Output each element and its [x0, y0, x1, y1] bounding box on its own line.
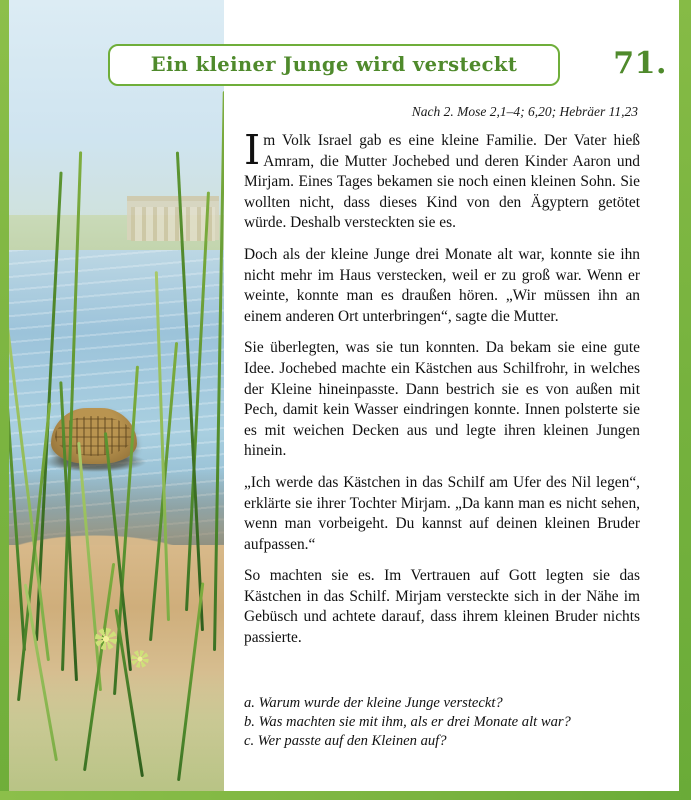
question-item: a. Warum wurde der kleine Junge versteckt? [244, 695, 503, 711]
papyrus-flower [131, 650, 149, 668]
paragraph: „Ich werde das Kästchen in das Schilf am Ufer des Nil legen“, erklärte sie ihrer Tochter Mirjam. „Da kann man es nicht sehen, wenn man vorbeigeht. Du kannst auf deinen kleinen Bruder aufpassen.“ [244, 473, 640, 553]
page-border-bottom [0, 791, 691, 800]
scripture-reference: Nach 2. Mose 2,1–4; 6,20; Hebräer 11,23 [411, 104, 638, 119]
question-item: b. Was machten sie mit ihm, als er drei Monate alt war? [244, 714, 571, 730]
drop-cap: I [244, 126, 261, 174]
paragraph: Doch als der kleine Junge drei Monate alt war, konnte sie ihn nicht mehr im Haus verstecken, weil er zu groß war. Wenn er weinte, konnte man es draußen hören. „Wir müssen ihn an einem anderen Ort unterbringen“, sagte die Mutter. [244, 245, 640, 325]
paragraph-text: m Volk Israel gab es eine kleine Familie. Der Vater hieß Amram, die Mutter Jochebed und deren Kinder Aaron und Mirjam. Eines Tages bekamen sie noch einen kleinen Sohn. Sie wollten nicht, dass dieses Kind von den Ägyptern getötet würde. Deshalb versteckten sie es. [244, 132, 640, 232]
page-border-right [679, 0, 691, 800]
paragraph: So machten sie es. Im Vertrauen auf Gott legten sie das Kästchen in das Schilf. Mirjam versteckte sich in der Nähe im Gebüsch und achtete darauf, dass ihrem kleinen Bruder nichts passierte. [244, 567, 640, 647]
review-questions [244, 694, 640, 751]
illustration-grass-foreground [9, 671, 224, 791]
page-border-left [0, 0, 9, 800]
page-title: Ein kleiner Junge wird versteckt [150, 53, 518, 76]
papyrus-flower [95, 628, 117, 650]
story-body [244, 126, 640, 660]
text-column [150, 0, 679, 791]
question-item: c. Wer passte auf den Kleinen auf? [244, 733, 447, 749]
paragraph: Sie überlegten, was sie tun konnten. Da bekam sie eine gute Idee. Jochebed machte ein Kästchen aus Schilfrohr, in welches der Kleine hineinpasste. Dann bestrich sie es von außen mit Pech, damit kein Wasser eindringen konnte. Innen polsterte sie es mit weichen Decken aus und legte ihren kleinen Jungen hinein. [244, 339, 640, 460]
illustration-nile-riverbank [9, 0, 224, 791]
chapter-number: 71. [613, 46, 667, 81]
paragraph [244, 126, 640, 234]
